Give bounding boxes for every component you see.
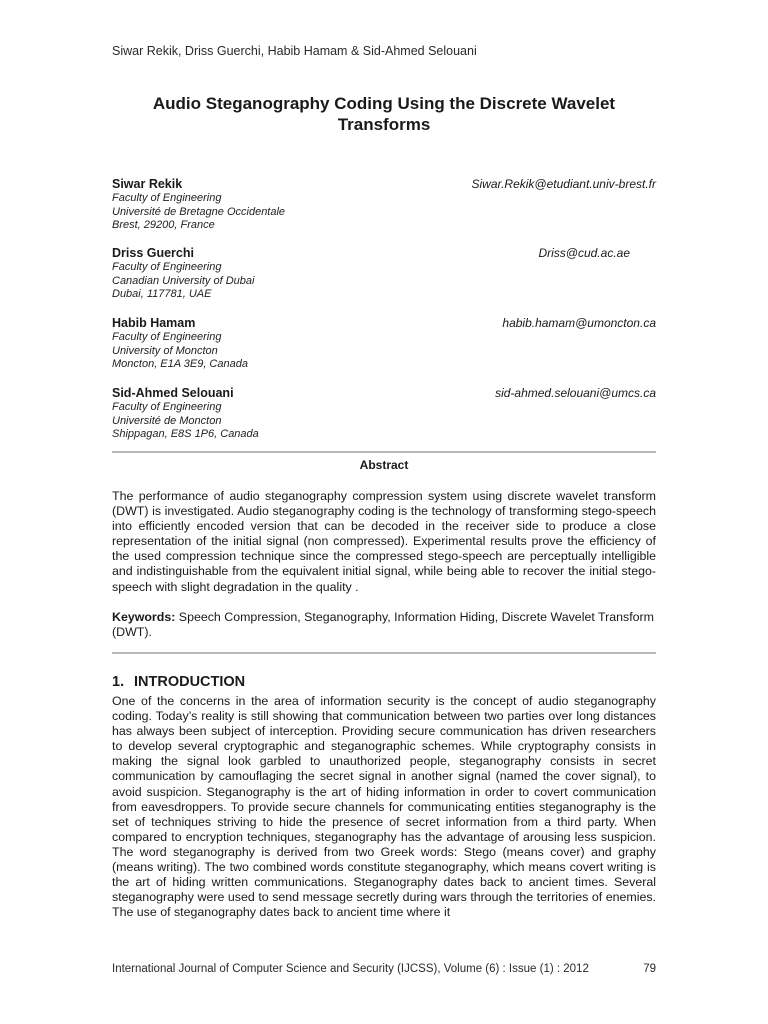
footer-journal: International Journal of Computer Science and Security (IJCSS), Volume (6) : Issue (1) : 2012 (112, 963, 589, 975)
author-affiliation-line: University of Moncton (112, 344, 218, 357)
author-affiliation-line: Université de Bretagne Occidentale (112, 205, 286, 218)
author-name: Sid-Ahmed Selouani (112, 386, 234, 400)
author-affiliation-line: Faculty of Engineering (112, 331, 222, 343)
author-block-3 (112, 316, 656, 372)
page-number: 79 (643, 963, 656, 975)
author-name: Habib Hamam (112, 316, 196, 330)
author-affiliation-line: Moncton, E1A 3E9, Canada (112, 358, 248, 370)
author-affiliation-line: Dubai, 117781, UAE (112, 288, 212, 300)
author-email: habib.hamam@umoncton.ca (502, 316, 656, 330)
keywords (112, 610, 656, 640)
introduction-text: One of the concerns in the area of information security is the concept of audio steganography coding. Today’s reality is still showing that communication between two parties over long distances has always been subject of interception. Providing secure communication has driven researchers to develop several cryptographic and steganographic schemes. While cryptography consists in making the signal look garbled to unauthorized people, steganography consists in secret communication by camouflaging the secret signal in another signal (named the cover signal), to avoid suspicion. Steganography is the art of hiding information in order to covert communication from eavesdroppers. To provide secure channels for communicating entities steganography is the set of techniques striving to hide the presence of secret information from a third party. When compared to encryption techniques, steganography has the advantage of arousing less suspicion. The word steganography is derived from two Greek words: Stego (means cover) and graphy (means writing). The two combined words constitute steganography, which means covert writing is the art of hiding written communications. Steganography dates back to ancient times. Several steganography were used to send message secretly during wars through the territories of enemies. The use of steganography dates back to ancient time where it (112, 694, 656, 920)
keywords-text: Speech Compression, Steganography, Information Hiding, Discrete Wavelet Transform (DWT). (112, 610, 654, 640)
author-name: Siwar Rekik (112, 177, 183, 191)
author-block-2 (112, 246, 656, 302)
page-footer (112, 963, 656, 975)
abstract-text: The performance of audio steganography compression system using discrete wavelet transform (DWT) is investigated. Audio steganography coding is the technology of transforming stego-speech into efficiently encoded version that can be decoded in the receiver side to produce a close representation of the initial signal (non compressed). Experimental results prove the efficiency of the used compression technique since the compressed stego-speech are perceptually intelligible and indistinguishable from the equivalent initial signal, while being able to recover the initial stego-speech with slight degradation in the quality . (112, 489, 656, 594)
divider-rule (112, 652, 656, 654)
author-email: Driss@cud.ac.ae (538, 246, 630, 260)
abstract-heading: Abstract (359, 458, 409, 472)
paper-title (112, 93, 656, 135)
author-affiliation-line: Faculty of Engineering (112, 401, 222, 413)
keywords-label: Keywords: (112, 610, 176, 624)
section-heading (112, 674, 245, 690)
author-affiliation-line: Université de Moncton (112, 414, 222, 427)
divider-rule (112, 451, 656, 453)
author-email: sid-ahmed.selouani@umcs.ca (495, 386, 656, 400)
section-number: 1. (112, 674, 125, 690)
paper-title-line-2: Transforms (337, 115, 431, 134)
running-head: Siwar Rekik, Driss Guerchi, Habib Hamam & Sid-Ahmed Selouani (112, 44, 477, 58)
author-affiliation-line: Canadian University of Dubai (112, 274, 255, 287)
section-title: INTRODUCTION (134, 674, 246, 690)
author-affiliation-line: Faculty of Engineering (112, 192, 222, 204)
author-block-1 (112, 177, 656, 233)
author-affiliation-line: Faculty of Engineering (112, 261, 222, 273)
author-block-4 (112, 386, 656, 442)
author-affiliation-line: Brest, 29200, France (112, 219, 215, 231)
paper-title-line-1: Audio Steganography Coding Using the Discrete Wavelet (152, 94, 616, 113)
author-name: Driss Guerchi (112, 246, 194, 260)
author-affiliation-line: Shippagan, E8S 1P6, Canada (112, 428, 259, 440)
author-email: Siwar.Rekik@etudiant.univ-brest.fr (471, 177, 656, 191)
